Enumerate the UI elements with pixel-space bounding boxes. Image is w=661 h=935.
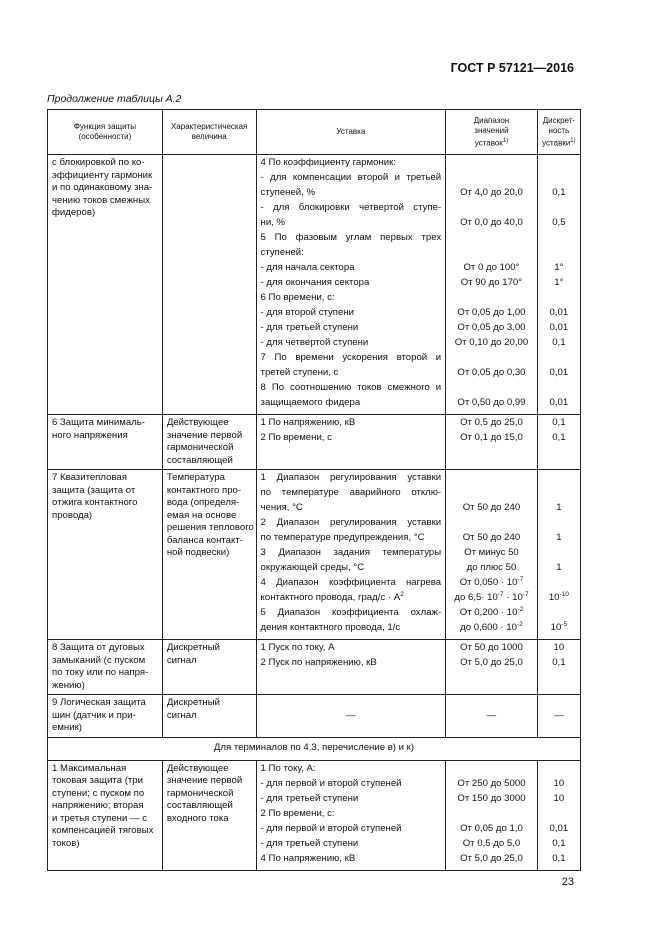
cell-line: ной подвески) <box>166 547 230 558</box>
cell-line: 0,1 <box>552 432 566 443</box>
cell-line: От 0,5 до 5,0 <box>462 837 521 849</box>
cell-line: фидеров) <box>52 207 96 218</box>
cell-line: От 50 до 1000 <box>460 642 523 653</box>
cell-line: шин (датчик и при- <box>52 709 136 721</box>
cell-line: сигнал <box>166 709 197 721</box>
cell-line: 8 Защита от дуговых <box>52 642 145 653</box>
step-cell <box>537 415 580 470</box>
table-row <box>48 640 581 695</box>
cell-line: 2 По времени, с <box>260 432 332 443</box>
cell-line <box>450 292 533 307</box>
characteristic-cell <box>162 640 256 695</box>
cell-line: 0,1 <box>552 657 566 668</box>
cell-line: с блокировкой по ко- <box>52 157 145 168</box>
cell-line: и третья ступени — с <box>52 812 148 824</box>
cell-line <box>450 382 533 397</box>
cell-line: составляющей <box>166 454 233 466</box>
cell-line: 7 Квазитепловая <box>52 472 127 483</box>
cell-line: составляющей <box>166 800 233 811</box>
cell-line: отжига контактного <box>52 497 138 508</box>
cell-line <box>542 157 576 172</box>
cell-line: - для окончания сектора <box>260 277 370 288</box>
cell-line: 0,01 <box>549 307 569 318</box>
table-header-row <box>48 110 581 155</box>
cell-line: От 90 до 170° <box>460 277 523 288</box>
table-caption: Продолжение таблицы А.2 <box>47 93 182 105</box>
table-row <box>48 695 581 738</box>
cell-line: решения теплового <box>166 522 254 533</box>
table-row <box>48 760 581 870</box>
cell-line: ступеней, % <box>260 187 316 198</box>
range-cell <box>446 155 538 415</box>
cell-line: 4 По коэффициенту гармоник: <box>260 157 396 168</box>
cell-line: ступени; с пуском по <box>52 787 145 799</box>
step-cell: — <box>537 695 580 738</box>
cell-line: и по одинаковому зна- <box>52 182 153 193</box>
function-cell <box>48 415 163 470</box>
cell-line: токов) <box>52 837 80 849</box>
cell-line: От 0,5 до 25,0 <box>460 417 523 428</box>
setting-cell: — <box>256 695 446 738</box>
characteristic-cell <box>162 760 256 870</box>
header-function: Функция защиты (особенности) <box>48 110 163 155</box>
document-code: ГОСТ Р 57121—2016 <box>450 61 574 75</box>
cell-line: От 5,0 до 25,0 <box>460 657 523 668</box>
cell-line: третей ступени, с <box>260 367 339 378</box>
step-cell <box>537 155 580 415</box>
cell-line: чению токов смежных <box>52 194 150 206</box>
cell-line: - для четвертой ступени <box>260 337 369 348</box>
header-setting: Уставка <box>256 110 446 155</box>
cell-line: 10 <box>553 792 565 804</box>
table-row <box>48 470 581 640</box>
cell-line: 5 По фазовым углам первых трех <box>260 232 442 243</box>
header-characteristic: Характеристическая величина <box>162 110 256 155</box>
header-step: Дискрет- ность уставки$^{1)}$ <box>537 110 580 155</box>
setting-cell: 1 Диапазон регулирования уставки по температуре аварийного отклю- чения, °C 2 Диапазон регулирования уставки по температуре предупреждения, °C 3 Диапазон задания температуры окружающей среды, °C 4 Диапазон коэффициента нагрева контактного провода, град/с · $А^2$ 5 Диапазон коэффициента охлаж- дения контактного провода, 1/с <box>256 470 446 640</box>
cell-line <box>542 232 576 247</box>
cell-line: 0,1 <box>552 417 566 428</box>
cell-line: емая на основе <box>166 509 237 521</box>
cell-line <box>450 202 533 217</box>
cell-line: 1 По току, А: <box>260 762 316 774</box>
cell-line: вода (определя- <box>166 497 240 508</box>
cell-line: входного тока <box>166 812 229 824</box>
cell-line <box>450 232 533 247</box>
setting-cell <box>256 760 446 870</box>
cell-line: 0,01 <box>549 322 569 333</box>
range-cell <box>446 760 538 870</box>
cell-line: защищаемого фидера <box>260 397 361 408</box>
cell-line: - для третьей ступени <box>260 792 359 804</box>
cell-line: От 0,0 до 40,0 <box>460 217 523 228</box>
cell-line: 1 Максимальная <box>52 762 127 774</box>
cell-line <box>542 202 576 217</box>
cell-line <box>542 382 576 397</box>
cell-line: ни, % <box>260 217 286 228</box>
cell-line: От 0,05 до 3,00 <box>457 322 526 333</box>
cell-line: - для начала сектора <box>260 262 355 273</box>
cell-line: баланса контакт- <box>166 534 243 546</box>
range-cell: — <box>446 695 538 738</box>
cell-line: 1 По напряжению, кВ <box>260 417 356 428</box>
cell-line <box>542 292 576 307</box>
cell-line <box>542 352 576 367</box>
page-number: 23 <box>561 876 574 888</box>
cell-line: 10 <box>553 642 565 653</box>
cell-line: - для первой и второй ступеней <box>260 777 402 789</box>
cell-line: 4 По напряжению, кВ <box>260 852 356 864</box>
cell-line: От 5,0 до 25,0 <box>460 852 523 864</box>
cell-line <box>450 172 533 187</box>
cell-line: 10 <box>553 777 565 789</box>
cell-line <box>542 247 576 262</box>
setting-cell <box>256 640 446 695</box>
cell-line: ного напряжения <box>52 429 128 441</box>
cell-line: 0,1 <box>552 337 566 348</box>
section-row <box>48 737 581 760</box>
function-cell <box>48 470 163 640</box>
cell-line <box>542 808 576 823</box>
function-cell <box>48 155 163 415</box>
cell-line: контактного про- <box>166 484 242 496</box>
function-cell <box>48 695 163 738</box>
characteristic-cell <box>162 695 256 738</box>
cell-line: напряжению; вторая <box>52 800 144 811</box>
cell-line: 6 Защита минималь- <box>52 417 146 428</box>
cell-line: Дискретный <box>166 697 220 708</box>
setting-cell <box>256 415 446 470</box>
step-cell <box>537 640 580 695</box>
cell-line: - для третьей ступени <box>260 322 359 333</box>
cell-line: замыканий (с пуском <box>52 654 146 666</box>
cell-line: Температура <box>166 472 225 483</box>
cell-line <box>450 247 533 262</box>
cell-line: провода) <box>52 509 93 521</box>
cell-line: От 0,05 до 1,00 <box>457 307 526 318</box>
cell-line: 1 Пуск по току, А <box>260 642 335 653</box>
header-range: Диапазон значений уставок$^{1)}$ <box>446 110 538 155</box>
cell-line: От 0,05 до 0,30 <box>457 367 526 378</box>
cell-line <box>542 763 576 778</box>
cell-line: эффициенту гармоник <box>52 169 153 181</box>
cell-line: 0,01 <box>549 367 569 378</box>
cell-line: От 4,0 до 20,0 <box>460 187 523 198</box>
cell-line: ступеней: <box>260 247 304 258</box>
cell-line: - для блокировки четвертой ступе- <box>260 202 442 213</box>
cell-line: 0,01 <box>549 397 569 408</box>
cell-line: - для компенсации второй и третьей <box>260 172 442 183</box>
cell-line: - для третьей ступени <box>260 837 359 849</box>
settings-table <box>47 109 581 871</box>
cell-line: значение первой <box>166 429 243 441</box>
cell-line: 1° <box>554 262 564 273</box>
cell-line: по току или по напря- <box>52 667 149 678</box>
cell-line: От 0 до 100° <box>463 262 520 273</box>
table-row <box>48 155 581 415</box>
cell-line: 8 По соотношению токов смежного и <box>260 382 442 393</box>
cell-line: От 0,50 до 0,99 <box>457 397 526 408</box>
cell-line <box>450 763 533 778</box>
cell-line: токовая защита (три <box>52 775 144 786</box>
cell-line <box>450 157 533 172</box>
function-cell <box>48 640 163 695</box>
cell-line: 0,1 <box>552 852 566 864</box>
cell-line: компенсацией тяговых <box>52 825 154 836</box>
cell-line: Дискретный <box>166 642 220 653</box>
cell-line: 9 Логическая защита <box>52 697 146 708</box>
cell-line: 0,1 <box>552 187 566 198</box>
function-cell <box>48 760 163 870</box>
cell-line: 1° <box>554 277 564 288</box>
step-cell <box>537 760 580 870</box>
cell-line: - для второй ступени <box>260 307 354 318</box>
cell-line: 0,01 <box>549 822 569 834</box>
cell-line: Действующее <box>166 762 229 774</box>
cell-line: - для первой и второй ступеней <box>260 822 402 834</box>
cell-line: 0,5 <box>552 217 566 228</box>
cell-line: гармонической <box>166 442 234 453</box>
cell-line: 6 По времени, с: <box>260 292 335 303</box>
cell-line: сигнал <box>166 654 197 666</box>
cell-line: гармонической <box>166 787 234 799</box>
cell-line: От 250 до 5000 <box>457 777 526 789</box>
cell-line: емник) <box>52 722 82 733</box>
cell-line: защита (защита от <box>52 484 136 496</box>
cell-line <box>542 172 576 187</box>
cell-line: Действующее <box>166 417 229 428</box>
range-cell: От 50 до 240 От 50 до 240 От минус 50 до плюс 50 От $0,050 \cdot 10^{-7}$ до $6,5\cdot 10^{-7} \cdot 10^{-7}$ От $0,200 \cdot 10^{-2}$ до $0,600 \cdot 10^{-2}$ <box>446 470 538 640</box>
cell-line: От 150 до 3000 <box>457 792 526 804</box>
cell-line: От 0,10 до 20,00 <box>454 337 529 348</box>
range-cell <box>446 640 538 695</box>
characteristic-cell <box>162 155 256 415</box>
cell-line: 0,1 <box>552 837 566 849</box>
cell-line <box>450 808 533 823</box>
setting-cell <box>256 155 446 415</box>
cell-line: От 0,1 до 15,0 <box>460 432 523 443</box>
table-row <box>48 415 581 470</box>
characteristic-cell <box>162 415 256 470</box>
cell-line <box>450 352 533 367</box>
range-cell <box>446 415 538 470</box>
section-title: Для терминалов по 4.3, перечисление в) и к) <box>48 737 581 760</box>
cell-line: жению) <box>52 679 85 691</box>
step-cell: 1 1 1 $10^{-10}$ $10^{-5}$ <box>537 470 580 640</box>
cell-line: От 0,05 до 1,0 <box>460 822 523 834</box>
cell-line: 2 По времени, с: <box>260 807 335 819</box>
cell-line: 2 Пуск по напряжению, кВ <box>260 657 377 668</box>
characteristic-cell <box>162 470 256 640</box>
cell-line: значение первой <box>166 775 243 786</box>
cell-line: 7 По времени ускорения второй и <box>260 352 442 363</box>
